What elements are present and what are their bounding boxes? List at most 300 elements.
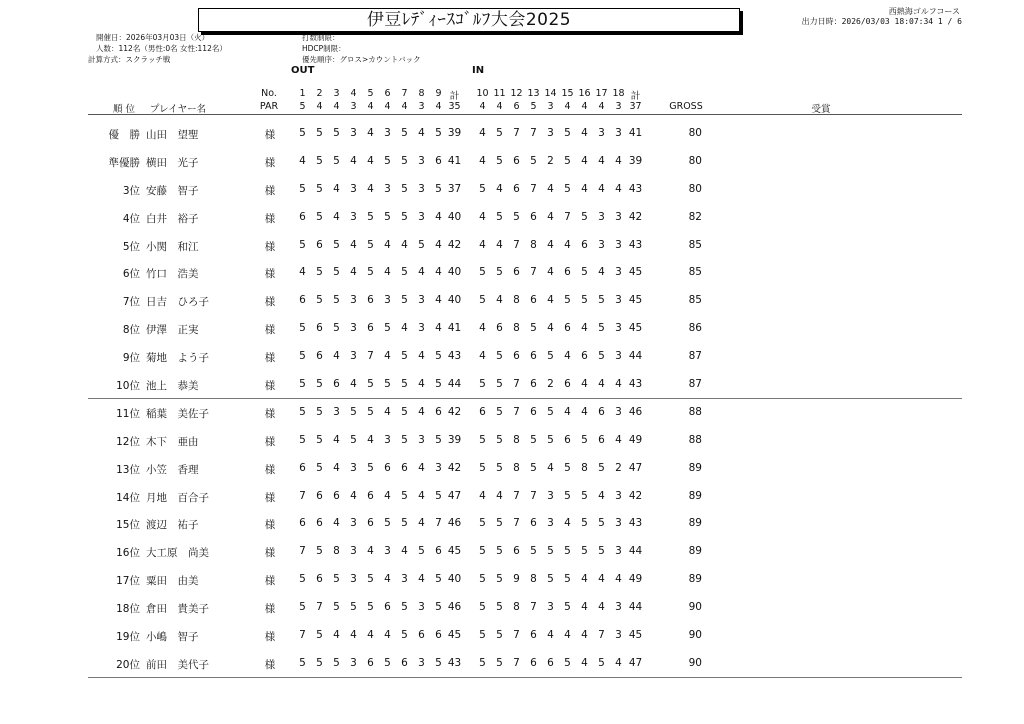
in-score: 4 — [564, 629, 571, 642]
in-total: 42 — [628, 489, 643, 502]
par-label: PAR — [259, 101, 279, 112]
out-score: 5 — [418, 238, 425, 251]
out-score: 4 — [350, 238, 357, 251]
hole-number: 11 — [493, 88, 506, 99]
out-score: 5 — [299, 127, 306, 139]
out-score: 4 — [384, 405, 391, 418]
in-score: 3 — [615, 405, 622, 418]
in-score: 5 — [598, 656, 605, 669]
out-score: 6 — [367, 322, 374, 335]
out-score: 4 — [384, 350, 391, 363]
out-score: 4 — [384, 238, 391, 251]
gross-score: 89 — [688, 517, 702, 530]
out-score: 3 — [384, 433, 391, 446]
out-score: 5 — [333, 238, 340, 251]
out-total: 41 — [447, 154, 462, 167]
gross-score: 86 — [688, 322, 702, 335]
in-score: 4 — [496, 294, 503, 307]
in-score: 5 — [598, 545, 605, 558]
player-rank: 11位 — [116, 407, 140, 420]
in-score: 5 — [496, 545, 503, 558]
out-score: 5 — [316, 210, 323, 223]
out-score: 6 — [299, 517, 306, 530]
out-score: 7 — [316, 601, 323, 614]
out-score: 5 — [435, 127, 442, 139]
out-score: 6 — [333, 378, 340, 391]
player-rank: 優 勝 — [108, 129, 140, 141]
in-score: 5 — [564, 294, 571, 307]
out-score: 5 — [435, 378, 442, 391]
out-score: 5 — [401, 154, 408, 167]
out-score: 6 — [384, 461, 391, 474]
out-score: 5 — [384, 210, 391, 223]
score-table-header — [0, 88, 1024, 114]
in-score: 5 — [496, 266, 503, 279]
out-score: 3 — [418, 182, 425, 195]
out-score: 5 — [367, 405, 374, 418]
out-score: 4 — [299, 266, 306, 279]
player-row — [0, 343, 1024, 371]
in-score: 5 — [598, 350, 605, 363]
in-total: 39 — [628, 154, 643, 167]
in-score: 2 — [547, 154, 554, 167]
in-score: 4 — [564, 405, 571, 418]
out-score: 3 — [384, 127, 391, 139]
in-score: 4 — [598, 266, 605, 279]
in-score: 3 — [615, 210, 622, 223]
out-score: 5 — [367, 461, 374, 474]
in-score: 3 — [615, 545, 622, 558]
in-score: 5 — [598, 322, 605, 335]
player-name: 小関 和江 — [146, 240, 199, 253]
in-score: 5 — [496, 433, 503, 446]
player-rank: 8位 — [122, 324, 140, 337]
hole-number: 18 — [612, 88, 625, 99]
player-row — [0, 399, 1024, 427]
honorific: 様 — [264, 631, 276, 644]
out-score: 6 — [435, 405, 442, 418]
out-score: 5 — [316, 433, 323, 446]
gross-score: 85 — [688, 266, 702, 279]
player-row — [0, 148, 1024, 176]
honorific: 様 — [264, 324, 276, 337]
honorific: 様 — [264, 491, 276, 504]
in-score: 4 — [547, 629, 554, 642]
out-score: 3 — [418, 294, 425, 307]
out-score: 5 — [299, 573, 306, 586]
out-score: 5 — [350, 405, 357, 418]
top10-divider — [88, 398, 962, 399]
gross-score: 89 — [688, 545, 702, 558]
out-score: 4 — [333, 629, 340, 642]
hole-number: 9 — [435, 88, 442, 99]
in-score: 5 — [530, 545, 537, 558]
out-score: 5 — [333, 127, 340, 139]
hole-par: 4 — [367, 101, 374, 112]
hole-number: 16 — [578, 88, 591, 99]
in-score: 6 — [530, 517, 537, 530]
player-rank: 6位 — [122, 268, 140, 281]
out-score: 6 — [367, 656, 374, 669]
in-score: 3 — [598, 127, 605, 139]
out-score: 4 — [418, 489, 425, 502]
player-row — [0, 427, 1024, 455]
in-score: 5 — [564, 573, 571, 586]
out-score: 3 — [418, 601, 425, 614]
player-rank: 7位 — [122, 296, 140, 309]
in-score: 3 — [615, 601, 622, 614]
in-score: 6 — [598, 405, 605, 418]
in-score: 4 — [581, 182, 588, 195]
out-score: 6 — [435, 545, 442, 558]
out-score: 3 — [350, 182, 357, 195]
out-score: 6 — [299, 294, 306, 307]
gross-header: GROSS — [669, 101, 703, 112]
in-score: 5 — [496, 517, 503, 530]
out-score: 5 — [299, 378, 306, 391]
out-score: 3 — [333, 405, 340, 418]
gross-score: 85 — [688, 294, 702, 307]
in-score: 5 — [547, 545, 554, 558]
in-score: 4 — [581, 154, 588, 167]
in-score: 5 — [496, 350, 503, 363]
in-score: 3 — [547, 127, 554, 139]
in-score: 4 — [598, 489, 605, 502]
in-total: 49 — [628, 433, 643, 446]
out-score: 4 — [367, 182, 374, 195]
in-score: 6 — [530, 294, 537, 307]
player-row — [0, 259, 1024, 287]
out-score: 4 — [384, 629, 391, 642]
out-score: 5 — [333, 322, 340, 335]
gross-score: 87 — [688, 350, 702, 363]
in-score: 7 — [530, 266, 537, 279]
out-score: 5 — [299, 322, 306, 335]
out-score: 5 — [299, 350, 306, 363]
out-score: 5 — [384, 656, 391, 669]
out-score: 5 — [401, 629, 408, 642]
player-name: 木下 亜由 — [146, 435, 199, 448]
out-total: 42 — [447, 405, 462, 418]
honorific: 様 — [264, 268, 276, 281]
honorific: 様 — [264, 212, 276, 225]
honorific: 様 — [264, 435, 276, 448]
player-row — [0, 566, 1024, 594]
in-score: 5 — [564, 489, 571, 502]
out-score: 4 — [435, 322, 442, 335]
out-score: 3 — [401, 573, 408, 586]
out-score: 6 — [435, 154, 442, 167]
in-score: 7 — [513, 238, 520, 251]
in-score: 2 — [547, 378, 554, 391]
out-score: 4 — [384, 266, 391, 279]
out-total: 47 — [447, 489, 462, 502]
out-score: 5 — [299, 182, 306, 195]
in-score: 3 — [615, 238, 622, 251]
player-rank: 4位 — [122, 212, 140, 225]
in-score: 5 — [581, 517, 588, 530]
out-score: 5 — [299, 433, 306, 446]
out-score: 3 — [350, 517, 357, 530]
in-score: 3 — [615, 350, 622, 363]
in-score: 4 — [581, 573, 588, 586]
in-score: 4 — [581, 629, 588, 642]
in-score: 4 — [547, 182, 554, 195]
out-score: 3 — [350, 322, 357, 335]
in-score: 5 — [496, 601, 503, 614]
player-name: 小笠 香理 — [146, 463, 199, 476]
honorific: 様 — [264, 296, 276, 309]
in-score: 7 — [513, 378, 520, 391]
player-name: 倉田 貴美子 — [146, 603, 209, 616]
gross-score: 89 — [688, 489, 702, 502]
hole-number: 14 — [544, 88, 557, 99]
out-total: 43 — [447, 350, 462, 363]
out-score: 4 — [418, 573, 425, 586]
out-score: 6 — [316, 350, 323, 363]
out-score: 5 — [401, 294, 408, 307]
in-score: 5 — [496, 210, 503, 223]
in-score: 6 — [564, 266, 571, 279]
hole-par: 5 — [530, 101, 537, 112]
in-score: 6 — [581, 350, 588, 363]
in-score: 6 — [530, 405, 537, 418]
out-score: 5 — [401, 350, 408, 363]
hole-par: 6 — [513, 101, 520, 112]
player-row — [0, 315, 1024, 343]
out-score: 4 — [350, 154, 357, 167]
player-row — [0, 176, 1024, 204]
hole-number: 17 — [595, 88, 608, 99]
tiebreak-order: 優先順序：グロス>カウントバック — [302, 55, 421, 64]
out-total-label: 計 — [449, 91, 460, 102]
in-score: 5 — [496, 378, 503, 391]
honorific: 様 — [264, 407, 276, 420]
in-score: 4 — [598, 601, 605, 614]
in-score: 6 — [598, 433, 605, 446]
hole-number: 6 — [384, 88, 391, 99]
in-score: 6 — [530, 210, 537, 223]
player-name: 菊地 よう子 — [146, 352, 209, 365]
out-score: 6 — [418, 629, 425, 642]
out-score: 7 — [435, 517, 442, 530]
out-score: 5 — [333, 656, 340, 669]
out-score: 4 — [435, 238, 442, 251]
gross-score: 90 — [688, 601, 702, 614]
in-score: 7 — [513, 127, 520, 139]
out-total: 42 — [447, 461, 462, 474]
in-score: 5 — [530, 433, 537, 446]
out-score: 6 — [435, 629, 442, 642]
in-par-total: 37 — [629, 101, 642, 112]
player-row — [0, 371, 1024, 399]
in-score: 5 — [547, 350, 554, 363]
player-row — [0, 594, 1024, 622]
in-score: 5 — [496, 573, 503, 586]
in-score: 7 — [513, 629, 520, 642]
in-score: 3 — [547, 601, 554, 614]
meta-middle — [302, 32, 421, 65]
out-score: 6 — [299, 461, 306, 474]
in-score: 6 — [581, 238, 588, 251]
player-header: プレイヤー名 — [149, 104, 207, 115]
in-score: 5 — [496, 461, 503, 474]
out-score: 5 — [367, 238, 374, 251]
honorific: 様 — [264, 603, 276, 616]
player-name: 粟田 由美 — [146, 575, 199, 588]
in-score: 6 — [513, 350, 520, 363]
player-name: 白井 裕子 — [146, 212, 199, 225]
in-score: 3 — [615, 294, 622, 307]
in-score: 5 — [479, 656, 486, 669]
out-score: 5 — [367, 210, 374, 223]
hole-par: 5 — [299, 101, 306, 112]
gross-score: 90 — [688, 656, 702, 669]
gross-score: 88 — [688, 433, 702, 446]
award-header: 受賞 — [811, 104, 831, 115]
out-score: 4 — [333, 182, 340, 195]
in-score: 4 — [564, 350, 571, 363]
in-total: 46 — [628, 405, 643, 418]
player-rank: 10位 — [116, 380, 140, 393]
out-total: 45 — [447, 629, 462, 642]
hole-number: 3 — [333, 88, 340, 99]
in-score: 7 — [513, 517, 520, 530]
rank-header: 順 位 — [112, 104, 136, 115]
honorific: 様 — [264, 240, 276, 253]
player-name: 山田 望聖 — [146, 129, 199, 141]
hole-par: 4 — [401, 101, 408, 112]
out-score: 4 — [435, 266, 442, 279]
out-score: 5 — [316, 127, 323, 139]
in-total: 44 — [628, 601, 643, 614]
out-score: 4 — [418, 127, 425, 139]
player-row — [0, 650, 1024, 678]
hole-number: 4 — [350, 88, 357, 99]
out-score: 6 — [316, 489, 323, 502]
out-score: 4 — [367, 127, 374, 139]
player-row — [0, 120, 1024, 148]
out-score: 5 — [435, 489, 442, 502]
out-score: 5 — [316, 656, 323, 669]
hole-number: 10 — [476, 88, 489, 99]
in-score: 8 — [513, 322, 520, 335]
out-score: 4 — [418, 405, 425, 418]
player-rank: 16位 — [116, 547, 140, 560]
hole-par: 3 — [547, 101, 554, 112]
honorific: 様 — [264, 519, 276, 532]
in-score: 6 — [530, 629, 537, 642]
in-score: 4 — [615, 573, 622, 586]
hole-par: 3 — [615, 101, 622, 112]
out-score: 4 — [333, 210, 340, 223]
out-total: 43 — [447, 656, 462, 669]
in-score: 3 — [547, 517, 554, 530]
in-score: 6 — [530, 378, 537, 391]
out-score: 5 — [401, 489, 408, 502]
out-score: 3 — [418, 210, 425, 223]
out-total: 45 — [447, 545, 462, 558]
out-score: 7 — [367, 350, 374, 363]
in-score: 5 — [581, 266, 588, 279]
in-score: 6 — [530, 656, 537, 669]
in-score: 4 — [547, 294, 554, 307]
in-score: 7 — [530, 182, 537, 195]
out-score: 5 — [384, 378, 391, 391]
gross-score: 80 — [688, 182, 702, 195]
in-score: 8 — [581, 461, 588, 474]
in-score: 4 — [547, 210, 554, 223]
in-score: 7 — [513, 656, 520, 669]
course-name: 西熱海ゴルフコース — [888, 7, 960, 16]
in-score: 5 — [581, 433, 588, 446]
out-total: 41 — [447, 322, 462, 335]
in-score: 5 — [564, 601, 571, 614]
out-score: 7 — [299, 629, 306, 642]
out-score: 5 — [418, 545, 425, 558]
out-score: 4 — [350, 629, 357, 642]
hole-number: 13 — [527, 88, 540, 99]
in-score: 4 — [547, 238, 554, 251]
in-total-label: 計 — [630, 91, 641, 102]
out-score: 5 — [401, 210, 408, 223]
no-label: No. — [261, 88, 277, 99]
player-name: 伊澤 正実 — [146, 324, 199, 337]
out-total: 40 — [447, 266, 462, 279]
in-score: 5 — [479, 433, 486, 446]
out-score: 7 — [299, 545, 306, 558]
out-score: 6 — [316, 573, 323, 586]
player-rank: 18位 — [116, 603, 140, 616]
in-score: 2 — [615, 461, 622, 474]
in-score: 6 — [513, 266, 520, 279]
in-score: 4 — [581, 378, 588, 391]
in-score: 6 — [547, 656, 554, 669]
in-score: 6 — [530, 350, 537, 363]
out-score: 5 — [435, 433, 442, 446]
out-score: 4 — [367, 545, 374, 558]
honorific: 様 — [264, 575, 276, 588]
out-score: 5 — [401, 433, 408, 446]
out-score: 3 — [384, 294, 391, 307]
in-score: 5 — [547, 405, 554, 418]
in-score: 4 — [479, 489, 486, 502]
honorific: 様 — [264, 352, 276, 365]
out-score: 4 — [333, 433, 340, 446]
out-score: 5 — [316, 545, 323, 558]
out-score: 4 — [401, 238, 408, 251]
out-score: 5 — [350, 601, 357, 614]
in-score: 4 — [581, 405, 588, 418]
hole-number: 1 — [299, 88, 306, 99]
player-name: 渡辺 祐子 — [146, 519, 199, 532]
in-score: 6 — [479, 405, 486, 418]
in-score: 3 — [615, 517, 622, 530]
in-score: 4 — [615, 154, 622, 167]
in-score: 5 — [581, 545, 588, 558]
player-name: 安藤 智子 — [146, 184, 199, 197]
in-score: 3 — [615, 489, 622, 502]
in-score: 8 — [513, 461, 520, 474]
out-score: 6 — [401, 461, 408, 474]
out-score: 3 — [350, 573, 357, 586]
out-score: 6 — [299, 210, 306, 223]
in-score: 6 — [564, 433, 571, 446]
in-score: 3 — [598, 238, 605, 251]
out-score: 3 — [350, 656, 357, 669]
gross-score: 80 — [688, 154, 702, 167]
in-score: 3 — [615, 127, 622, 139]
